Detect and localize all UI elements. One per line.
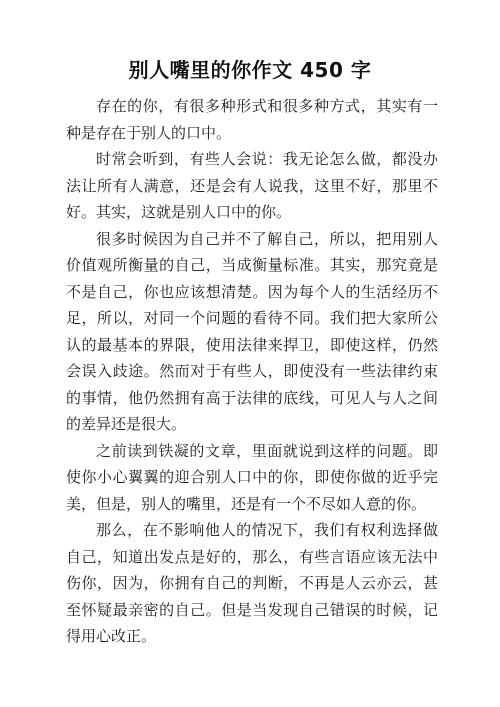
paragraph: 很多时候因为自己并不了解自己，所以，把用别人价值观所衡量的自己，当成衡量标准。其实，那究竟是不是自己，你也应该想清楚。因为每个人的生活经历不足，所以，对同一个问题的看待不同。我们把大家所公认的最基本的界限，使用法律来捍卫，即使这样，仍然会误入歧途。然而对于有些人，即使没有一些法律约束的事情，他仍然拥有高于法律的底线，可见人与人之间的差异还是很大。 <box>66 229 438 433</box>
document-title: 别人嘴里的你作文 450 字 <box>128 58 372 82</box>
paragraph: 之前读到铁凝的文章，里面就说到这样的问题。即使你小心翼翼的迎合别人口中的你，即使你做的近乎完美，但是，别人的嘴里，还是有一个不尽如人意的你。 <box>66 441 438 513</box>
paragraph: 存在的你，有很多种形式和很多种方式，其实有一种是存在于别人的口中。 <box>66 97 438 142</box>
paragraph: 时常会听到，有些人会说：我无论怎么做，都没办法让所有人满意，还是会有人说我，这里不好，那里不好。其实，这就是别人口中的你。 <box>66 150 438 221</box>
document-body <box>66 93 438 650</box>
paragraph: 那么，在不影响他人的情况下，我们有权利选择做自己，知道出发点是好的，那么，有些言语应该无法中伤你，因为，你拥有自己的判断，不再是人云亦云，甚至怀疑最亲密的自己。但是当发现自己错误的时候，记得用心改正。 <box>66 521 438 645</box>
